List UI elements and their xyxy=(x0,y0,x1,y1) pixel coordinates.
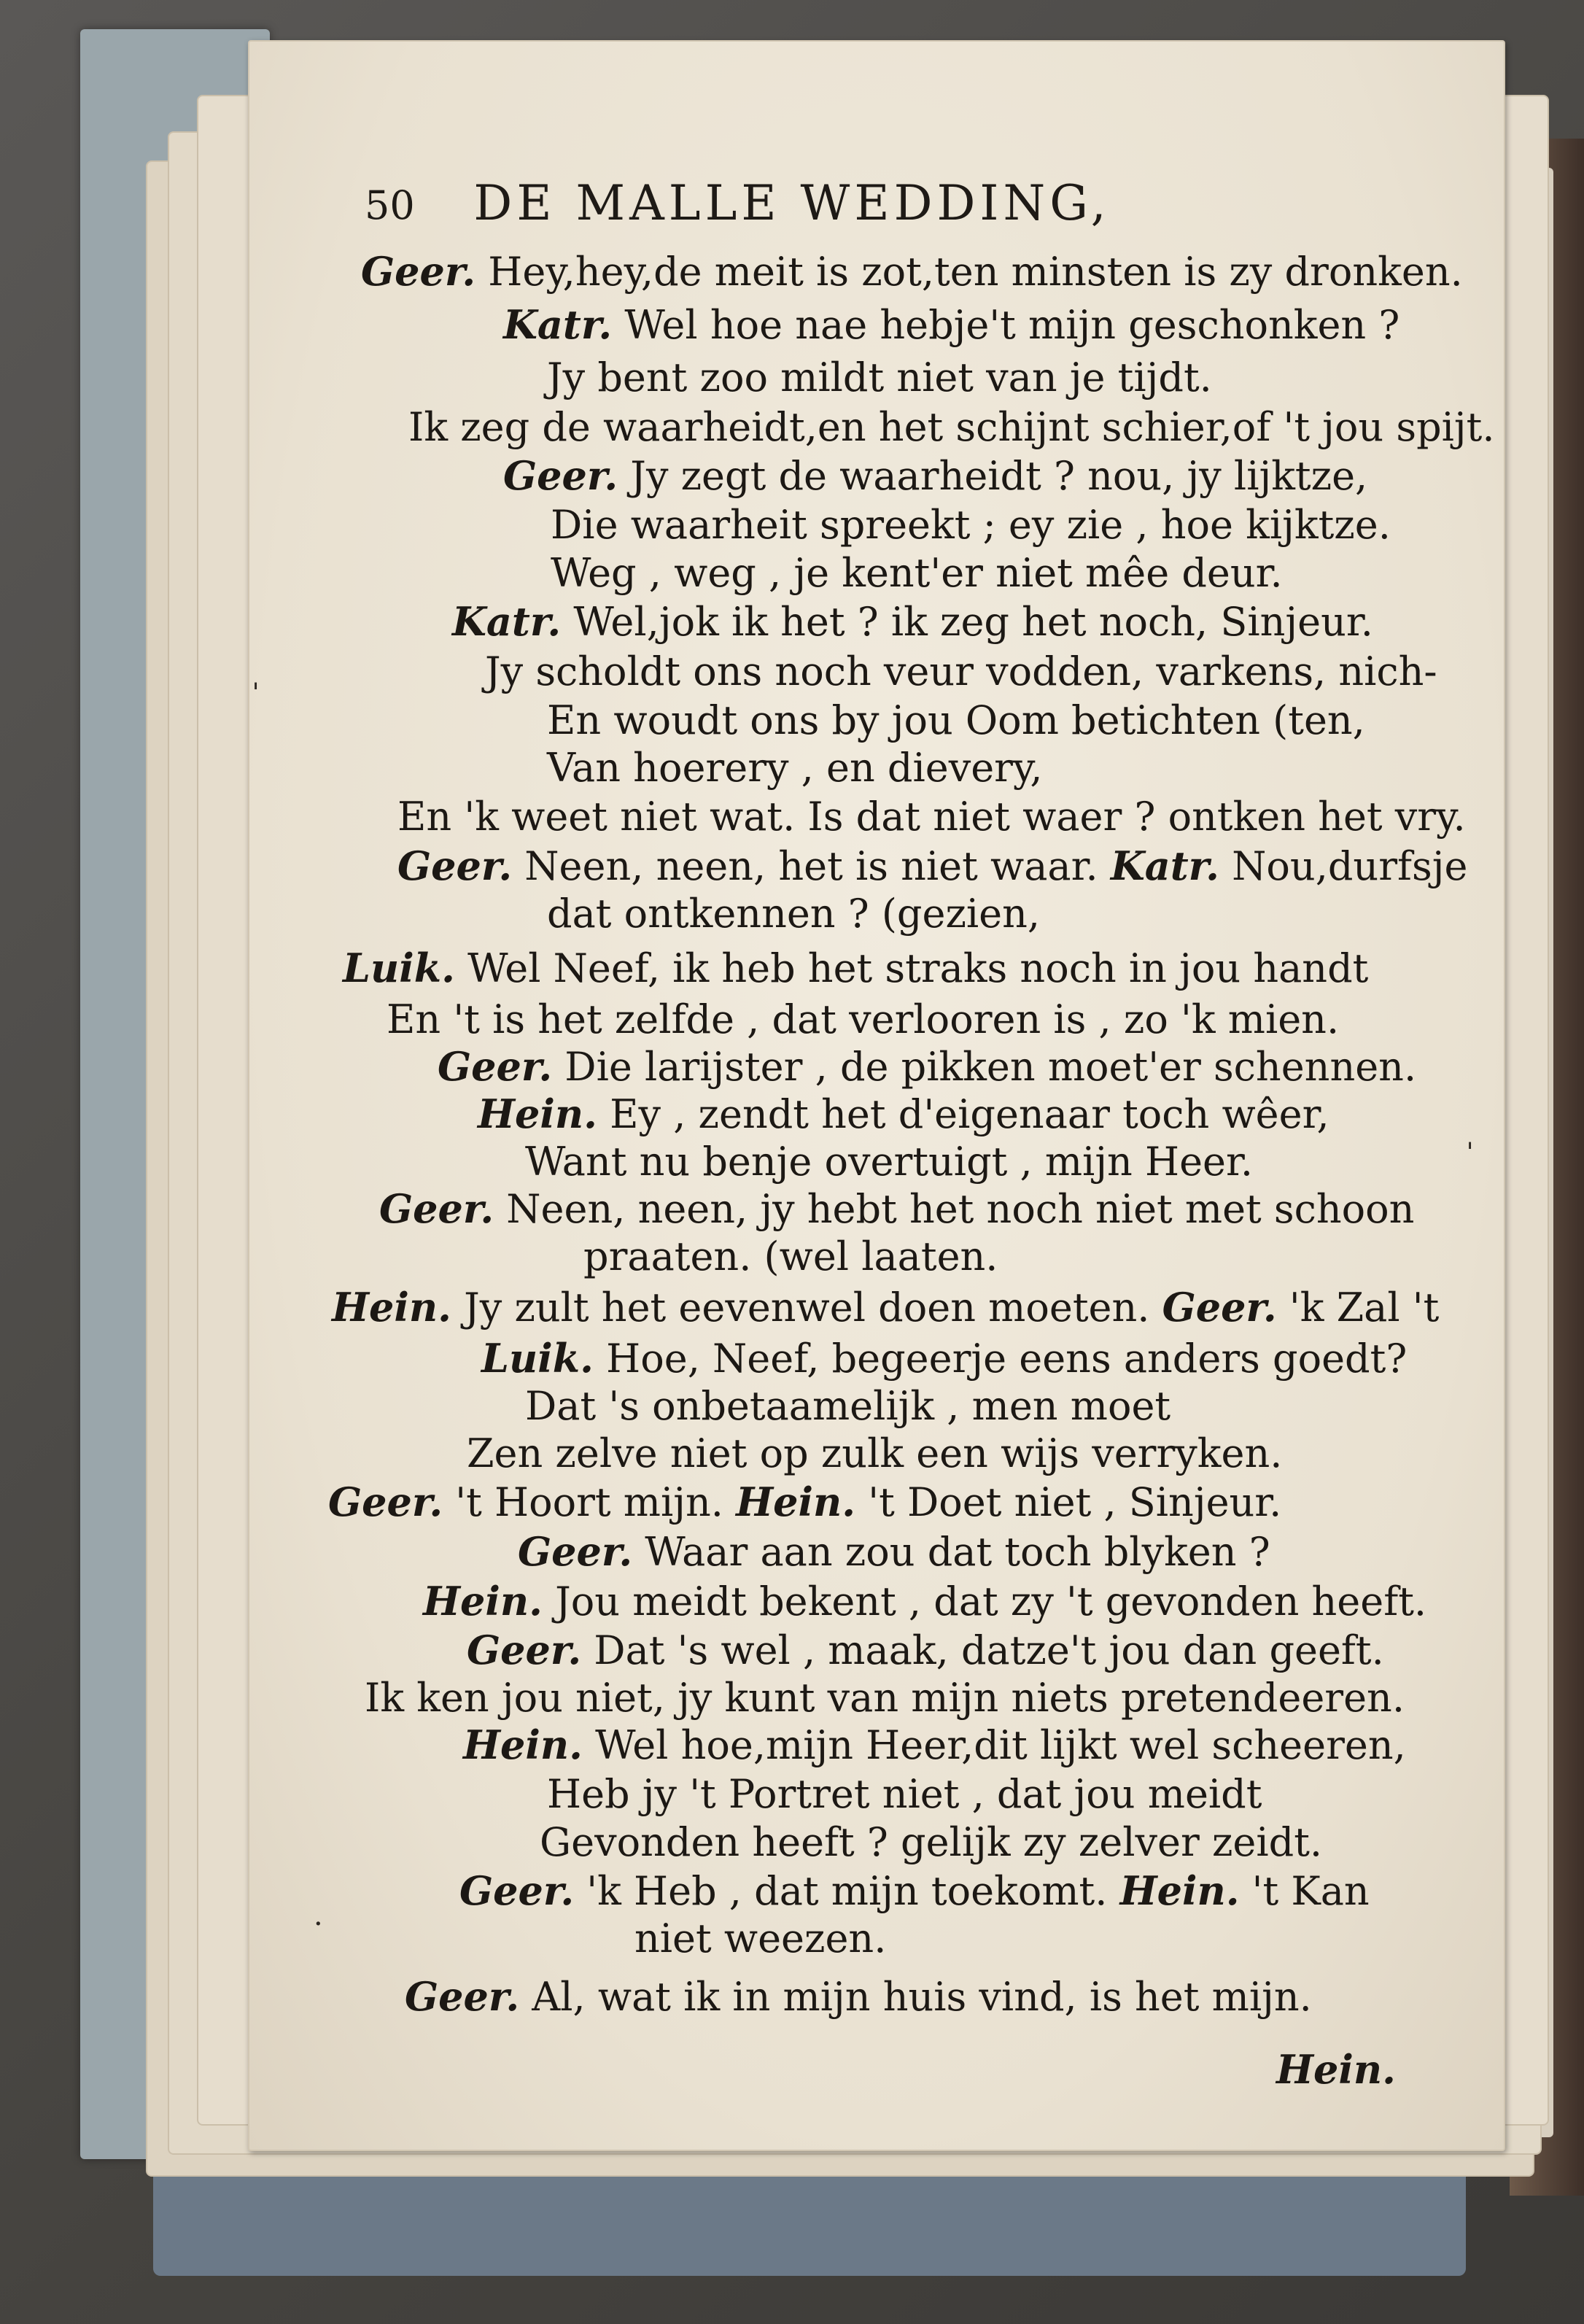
line-text: dat ontkennen ? (gezien, xyxy=(547,891,1041,937)
line-text: niet weezen. xyxy=(634,1916,887,1961)
line-text: Waar aan zou dat toch blyken ? xyxy=(632,1529,1270,1575)
text-line xyxy=(547,891,1041,937)
speaker-name: Geer. xyxy=(1162,1284,1277,1331)
speaker-name: Geer. xyxy=(397,843,513,889)
text-line xyxy=(525,1139,1254,1185)
text-line xyxy=(438,1043,1417,1090)
speaker-name: Hein. xyxy=(1119,1867,1240,1914)
text-line xyxy=(551,550,1283,596)
text-line xyxy=(459,1867,1370,1914)
text-line xyxy=(379,1185,1415,1232)
text-line xyxy=(405,1973,1312,2020)
speaker-name: Hein. xyxy=(463,1721,583,1768)
line-text: En 'k weet niet wat. Is dat niet waer ? ontken het vry. xyxy=(397,794,1466,840)
line-text: Heb jy 't Portret niet , dat jou meidt xyxy=(547,1771,1262,1817)
speaker-name: Hein. xyxy=(736,1479,856,1525)
line-text: Wel hoe,mijn Heer,dit lijkt wel scheeren, xyxy=(582,1722,1406,1768)
line-text: 'k Heb , dat mijn toekomt. xyxy=(574,1868,1120,1914)
speaker-name: Katr. xyxy=(503,301,613,348)
text-line xyxy=(328,1479,1282,1525)
line-text: Neen, neen, het is niet waar. xyxy=(512,843,1111,889)
speaker-name: Hein. xyxy=(423,1578,543,1624)
line-text: Ey , zendt het d'eigenaar toch wêer, xyxy=(597,1091,1329,1137)
text-line xyxy=(547,745,1043,791)
speaker-name: Hein. xyxy=(332,1284,451,1331)
speaker-name: Katr. xyxy=(452,598,562,645)
line-text: Jy bent zoo mildt niet van je tijdt. xyxy=(547,355,1212,400)
line-text: Hey,hey,de meit is zot,ten minsten is zy dronken. xyxy=(475,249,1463,295)
line-text: Gevonden heeft ? gelijk zy zelver zeidt. xyxy=(540,1819,1323,1865)
speaker-name: Luik. xyxy=(343,945,455,991)
text-line xyxy=(467,1627,1384,1673)
text-line xyxy=(332,1284,1440,1331)
speaker-name: Geer. xyxy=(438,1043,553,1090)
speaker-name: Geer. xyxy=(518,1528,633,1575)
line-text: Die waarheit spreekt ; ey zie , hoe kijktze. xyxy=(551,502,1391,548)
speaker-name: Geer. xyxy=(405,1973,520,2020)
page-number: 50 xyxy=(365,182,415,228)
text-line xyxy=(478,1091,1329,1137)
text-line xyxy=(408,404,1495,450)
line-text: 't Hoort mijn. xyxy=(443,1479,737,1525)
line-text: Van hoerery , en dievery, xyxy=(547,745,1043,791)
line-text: Ik ken jou niet, jy kunt van mijn niets pretendeeren. xyxy=(365,1675,1405,1721)
text-line xyxy=(361,248,1463,295)
text-line xyxy=(634,1918,886,1959)
line-text: Hoe, Neef, begeerje eens anders goedt? xyxy=(593,1336,1408,1382)
line-text: Nou,durfsje xyxy=(1219,843,1468,889)
line-text: Die larijster , de pikken moet'er schennen. xyxy=(552,1044,1417,1090)
text-line xyxy=(551,502,1391,548)
text-line xyxy=(547,357,1212,398)
line-text: Want nu benje overtuigt , mijn Heer. xyxy=(525,1139,1254,1185)
text-line xyxy=(547,697,1365,743)
text-line xyxy=(397,794,1466,840)
ink-speck: · xyxy=(314,1907,323,1941)
speaker-name: Geer. xyxy=(379,1185,494,1232)
text-line xyxy=(503,301,1400,348)
text-line xyxy=(547,1771,1262,1817)
speaker-name: Geer. xyxy=(361,248,476,295)
line-text: Neen, neen, jy hebt het noch niet met schoon xyxy=(494,1186,1415,1232)
ink-speck: ˈ xyxy=(252,678,260,712)
speaker-name: Luik. xyxy=(481,1335,594,1382)
speaker-name: Hein. xyxy=(478,1091,597,1137)
line-text: Jou meidt bekent , dat zy 't gevonden heeft. xyxy=(542,1579,1427,1624)
line-text: Zen zelve niet op zulk een wijs verryken. xyxy=(467,1430,1283,1476)
text-line xyxy=(518,1528,1270,1575)
line-text: Wel,jok ik het ? ik zeg het noch, Sinjeur. xyxy=(561,599,1373,645)
text-line xyxy=(467,1430,1283,1476)
text-line xyxy=(463,1721,1406,1768)
line-text: Jy scholdt ons noch veur vodden, varkens, nich- xyxy=(485,648,1437,694)
speaker-name: Katr. xyxy=(1110,843,1219,889)
text-line xyxy=(423,1578,1427,1624)
text-line xyxy=(365,1675,1405,1721)
text-line xyxy=(397,843,1468,889)
text-line xyxy=(481,1335,1408,1382)
text-line xyxy=(583,1233,998,1279)
line-text: Dat 's wel , maak, datze't jou dan geeft. xyxy=(581,1627,1384,1673)
speaker-name: Geer. xyxy=(459,1867,575,1914)
catchword: Hein. xyxy=(1276,2046,1396,2093)
text-line xyxy=(540,1819,1323,1865)
line-text: Wel Neef, ik heb het straks noch in jou handt xyxy=(454,945,1369,991)
speaker-name: Geer. xyxy=(328,1479,443,1525)
speaker-name: Geer. xyxy=(503,452,618,499)
line-text: Al, wat ik in mijn huis vind, is het mijn. xyxy=(519,1974,1312,2020)
text-line xyxy=(525,1383,1171,1429)
line-text: 't Doet niet , Sinjeur. xyxy=(855,1479,1282,1525)
running-title: DE MALLE WEDDING, xyxy=(473,175,1111,231)
text-line xyxy=(503,452,1368,499)
line-text: Jy zult het eevenwel doen moeten. xyxy=(451,1285,1162,1331)
speaker-name: Geer. xyxy=(467,1627,582,1673)
line-text: Ik zeg de waarheidt,en het schijnt schier,of 't jou spijt. xyxy=(408,404,1495,450)
line-text: Wel hoe nae hebje't mijn geschonken ? xyxy=(612,302,1400,348)
line-text: 'k Zal 't xyxy=(1276,1285,1440,1331)
line-text: Dat 's onbetaamelijk , men moet xyxy=(525,1383,1171,1429)
line-text: En woudt ons by jou Oom betichten (ten, xyxy=(547,697,1365,743)
line-text: 't Kan xyxy=(1239,1868,1370,1914)
ink-speck: ˈ xyxy=(1466,1138,1474,1171)
text-line xyxy=(343,945,1369,991)
line-text: En 't is het zelfde , dat verlooren is , zo 'k mien. xyxy=(387,996,1340,1042)
line-text: praaten. (wel laaten. xyxy=(583,1233,998,1279)
line-text: Weg , weg , je kent'er niet mêe deur. xyxy=(551,550,1283,596)
text-line xyxy=(387,996,1340,1042)
line-text: Jy zegt de waarheidt ? nou, jy lijktze, xyxy=(618,453,1368,499)
text-line xyxy=(452,598,1373,645)
text-line xyxy=(485,648,1437,694)
